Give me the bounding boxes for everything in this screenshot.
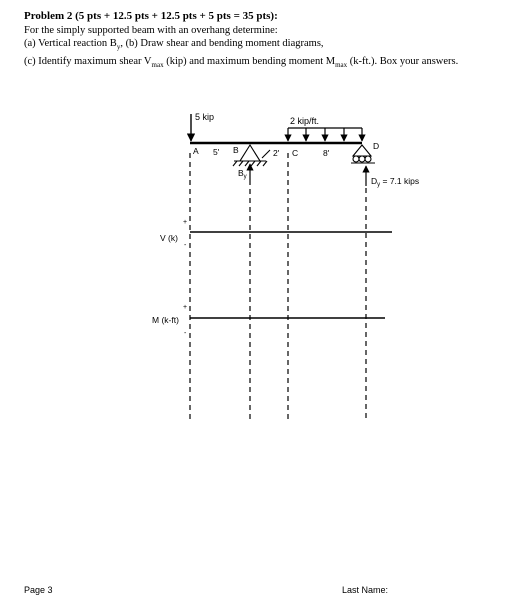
moment-plus: + [183,304,188,311]
reaction-b-label: $B_y$ [238,168,247,180]
span-ab-label: 5' [213,147,220,157]
problem-title: Problem 2 (5 pts + 12.5 pts + 12.5 pts + 5 pts = 35 pts): [24,10,278,22]
shear-label: V (k) [160,233,178,243]
shear-minus: - [184,242,187,249]
page-number: Page 3 [24,585,53,595]
distributed-load [288,128,362,141]
shear-plus: + [183,219,188,226]
span-bc-label: 2' [273,148,280,158]
guide-lines [190,153,366,420]
point-c-label: C [292,148,299,158]
last-name-label: Last Name: [342,585,389,595]
problem-part-c: (c) Identify maximum shear $V_{max}$ (kip) and maximum bending moment $M_{max}$ (k-ft.). Box your answers. [24,55,459,69]
moment-label: M (k-ft) [152,315,179,325]
point-b-label: B [233,145,239,155]
point-d-label: D [373,141,380,151]
point-load-label: 5 kip [195,112,215,122]
span-cd-label: 8' [323,148,330,158]
problem-part-a: (a) Vertical reaction $B_y$, (b) Draw shear and bending moment diagrams, [24,38,324,52]
problem-intro: For the simply supported beam with an overhang determine: [24,24,278,36]
moment-minus: - [184,330,187,337]
point-a-label: A [193,146,199,156]
reaction-d-label: $D_y = 7.1$ kips [371,176,420,188]
roller-support-d [351,145,375,163]
distributed-load-label: 2 kip/ft. [290,116,320,126]
